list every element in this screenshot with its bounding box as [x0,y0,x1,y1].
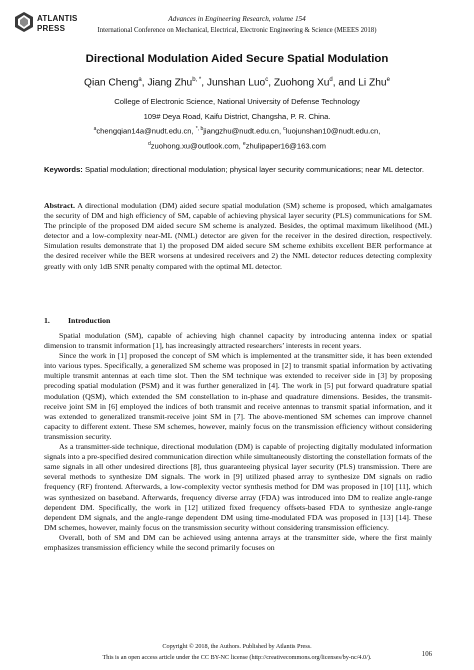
body-paragraph: Spatial modulation (SM), capable of achieving high channel capacity by introducing antenna index or spatial dimension to transmit information [1], has increasingly attracted researchers’ interests in recent years. [44,331,432,351]
journal-header: Advances in Engineering Research, volume 154 [168,15,306,23]
email-sup: a [93,126,97,132]
abstract-text: A directional modulation (DM) aided secure spatial modulation (SM) scheme is proposed, which amalgamates the security of DM and high efficiency of SM, capable of achieving physical layer security (PLS) communications for SM. The principle of the proposed DM aided secure SM scheme is analyzed. Besides, the optimal maximum likelihood (ML) detector and a low-complexity near-ML (NML) detector are given for the receiver in the desired direction, respectively. Simulation results demonstrate that 1) the proposed DM aided secure SM scheme exhibits excellent BER performance at the desired receiver while the BER worsens at undesired receivers and 2) the NML detector reduces detecting complexity greatly with only 1dB SNR penalty compared with the optimal ML detector. [44,201,432,271]
logo-text-line2: PRESS [37,24,66,33]
body-paragraph: Overall, both of SM and DM can be achieved using antenna arrays at the transmitter side, where the first mainly emphasizes transmission efficiency while the second primarily focuses on [44,532,432,552]
author-name: Jiang Zhu [147,77,193,89]
section-number: 1. [44,316,50,325]
author-name: Qian Cheng [84,77,139,89]
author-sup: a [138,77,142,83]
affiliation-emails-line2: $^d$zuohong.xu@outlook.com, $^e$zhulipaper16@163.com [147,141,327,151]
paper-title: Directional Modulation Aided Secure Spatial Modulation [85,53,389,65]
section-title: Introduction [68,316,111,325]
author-email[interactable]: chengqian14a@nudt.edu.cn [96,126,192,136]
author-sup: b, * [192,77,202,83]
affiliation-college: College of Electronic Science, National University of Defense Technology [114,97,360,106]
section-heading [44,316,110,325]
keywords-text: Spatial modulation; directional modulation; physical layer security communications; near ML detector. [82,165,425,174]
keywords-label: Keywords: [44,165,83,174]
email-sup: e [242,141,246,147]
author-name: Li Zhu [358,77,387,89]
email-sup: c [283,126,286,132]
author-email[interactable]: luojunshan10@nudt.edu.cn [285,126,379,136]
affiliation-emails-line1: $^a$chengqian14a@nudt.edu.cn, $^{*, b}$jiangzhu@nudt.edu.cn, $^c$luojunshan10@nudt.edu.cn, [93,126,381,136]
email-sup: d [147,141,151,147]
author-name: Zuohong Xu [273,77,330,89]
body-paragraph: As a transmitter-side technique, directional modulation (DM) is capable of projecting digitally modulated information signals into a pre-specified desired communication direction while simultaneously distorting the constellation formats of the same signals in all other undesired directions [8], thus guaranteeing physical layer security (PLS) transmission. There are several methods to synthesize DM signals. The work in [9] utilized phased array to synthesize DM signals on radio frequency (RF) frontend. Afterwards, a low-complexity vector synthesis method for DM was proposed in [10] [11], which was synthesized on baseband. Afterwards, frequency diverse array (FDA) was introduced into DM to realize angle-range dependent DM. Specifically, the work in [12] utilized fixed frequency offsets-based FDA to synthesize angle-range dependent DM signals, and the angle-range dependent DM using time-modulated FDA was proposed in [13] [14]. These DM schemes, however, mainly focus on the transmission security without considering transmission efficiency. [44,442,432,532]
conference-header: International Conference on Mechanical, Electrical, Electronic Engineering & Science (MEEES 2018) [97,27,377,34]
keywords [44,165,432,175]
abstract [44,201,432,272]
section-body [44,331,432,553]
abstract-label: Abstract. [44,201,75,210]
page-number: 106 [421,651,432,658]
author-email[interactable]: zuohong.xu@outlook.com [150,141,239,151]
footer-license: This is an open access article under the CC BY-NC license (http://creativecommons.org/licenses/by-nc/4.0/). [102,654,372,661]
email-sup: *, b [195,126,204,132]
affiliation-address: 109# Deya Road, Kaifu District, Changsha, P. R. China. [143,112,331,121]
author-sup: c [265,77,269,83]
logo-text-line1: ATLANTIS [37,14,78,23]
author-name: Junshan Luo [206,77,266,89]
author-email[interactable]: zhulipaper16@163.com [245,141,327,151]
author-sup: d [329,77,333,83]
footer-copyright: Copyright © 2018, the Authors. Published by Atlantis Press. [162,643,312,650]
author-sup: e [386,77,390,83]
body-paragraph: Since the work in [1] proposed the concept of SM which is implemented at the transmitter side, it has been extended into various types. Specifically, a generalized SM scheme was proposed in [2] to transmit spatial information by activating multiple transmit antennas at each time slot. Then the SM technique was extended to receiver side in [3] by proposing precoding spatial modulation (PSM) and it was further generalized in [4]. The work in [5] put forward quadrature spatial modulation (QSM), which extended the SM constellation to in-phase and quadrature dimensions. Besides, the transmit-receive joint SM in [6] employed the indices of both transmit and receive antennas to transmit spatial information, and it was extended to generalized transmit-receive joint SM in [7]. The above-mentioned SM schemes can improve channel capacity to different extent. These SM schemes, however, mainly focus on the transmission efficiency without considering transmission security. [44,351,432,441]
author-list: Qian Cheng$^a$, Jiang Zhu$^{b, *}$, Junshan Luo$^c$, Zuohong Xu$^d$, and Li Zhu$^e$ [84,77,390,89]
author-email[interactable]: jiangzhu@nudt.edu.cn [203,126,279,136]
